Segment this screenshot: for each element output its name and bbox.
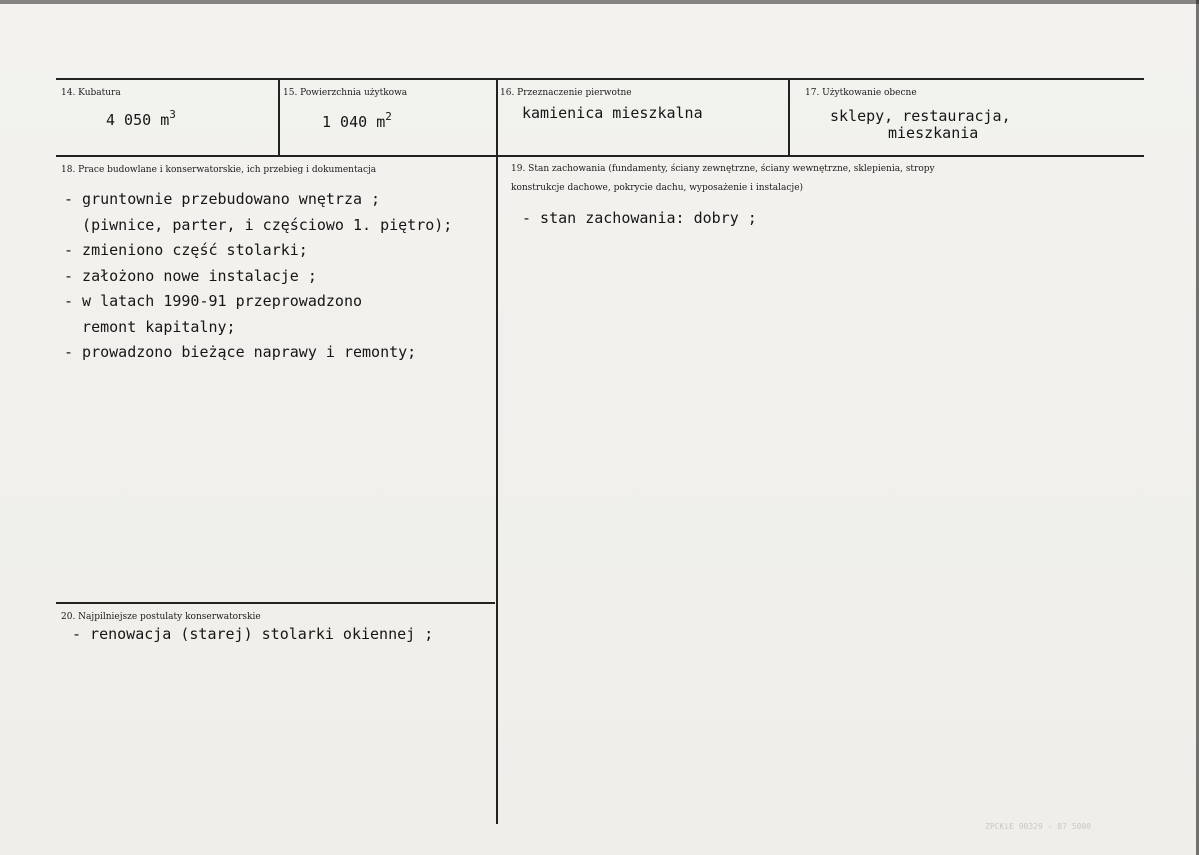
field-15-unit: m bbox=[376, 113, 386, 131]
rule-top bbox=[56, 78, 1144, 80]
rule-section20 bbox=[56, 602, 495, 604]
field-16-label: 16. Przeznaczenie pierwotne bbox=[500, 88, 632, 98]
divider-16-17 bbox=[788, 78, 790, 156]
divider-main bbox=[496, 78, 498, 824]
list-item: - zmieniono część stolarki; bbox=[64, 241, 308, 259]
field-15-number: 1 040 bbox=[322, 113, 368, 131]
field-15-exponent: 2 bbox=[385, 110, 392, 123]
rule-row2 bbox=[56, 155, 1144, 157]
list-item: (piwnice, parter, i częściowo 1. piętro); bbox=[64, 215, 453, 234]
field-14-number: 4 050 bbox=[106, 111, 152, 129]
field-14-label: 14. Kubatura bbox=[61, 88, 121, 98]
divider-14-15 bbox=[278, 78, 280, 156]
field-19-label-line2: konstrukcje dachowe, pokrycie dachu, wyposażenie i instalacje) bbox=[511, 183, 804, 193]
field-19-value: - stan zachowania: dobry ; bbox=[522, 209, 757, 227]
field-17-value-line1: sklepy, restauracja, bbox=[830, 107, 1011, 125]
field-16-value: kamienica mieszkalna bbox=[522, 104, 703, 122]
card-top-edge bbox=[0, 0, 1199, 4]
list-item: - gruntownie przebudowano wnętrza ; bbox=[64, 190, 381, 208]
list-item: - w latach 1990-91 przeprowadzono bbox=[64, 292, 363, 310]
field-14-exponent: 3 bbox=[169, 108, 176, 121]
list-item: - prowadzono bieżące naprawy i remonty; bbox=[64, 343, 417, 361]
field-17-value-line2: mieszkania bbox=[888, 124, 979, 142]
field-18-list bbox=[64, 187, 452, 366]
field-20-label: 20. Najpilniejsze postulaty konserwatorskie bbox=[61, 612, 261, 622]
field-14-value bbox=[106, 110, 176, 130]
field-17-label: 17. Użytkowanie obecne bbox=[805, 88, 917, 98]
field-14-unit: m bbox=[160, 111, 170, 129]
field-15-label: 15. Powierzchnia użytkowa bbox=[283, 88, 408, 98]
list-item: remont kapitalny; bbox=[64, 317, 236, 336]
list-item: - założono nowe instalacje ; bbox=[64, 266, 317, 285]
field-20-value: - renowacja (starej) stolarki okiennej ; bbox=[72, 625, 434, 643]
field-15-value bbox=[322, 112, 392, 132]
field-19-label-line1: 19. Stan zachowania (fundamenty, ściany zewnętrzne, ściany wewnętrzne, sklepienia, stropy bbox=[511, 164, 935, 174]
print-mark: ZPCKiE 90329 - 87 5000 bbox=[985, 822, 1091, 831]
field-18-label: 18. Prace budowlane i konserwatorskie, ich przebieg i dokumentacja bbox=[61, 165, 377, 175]
